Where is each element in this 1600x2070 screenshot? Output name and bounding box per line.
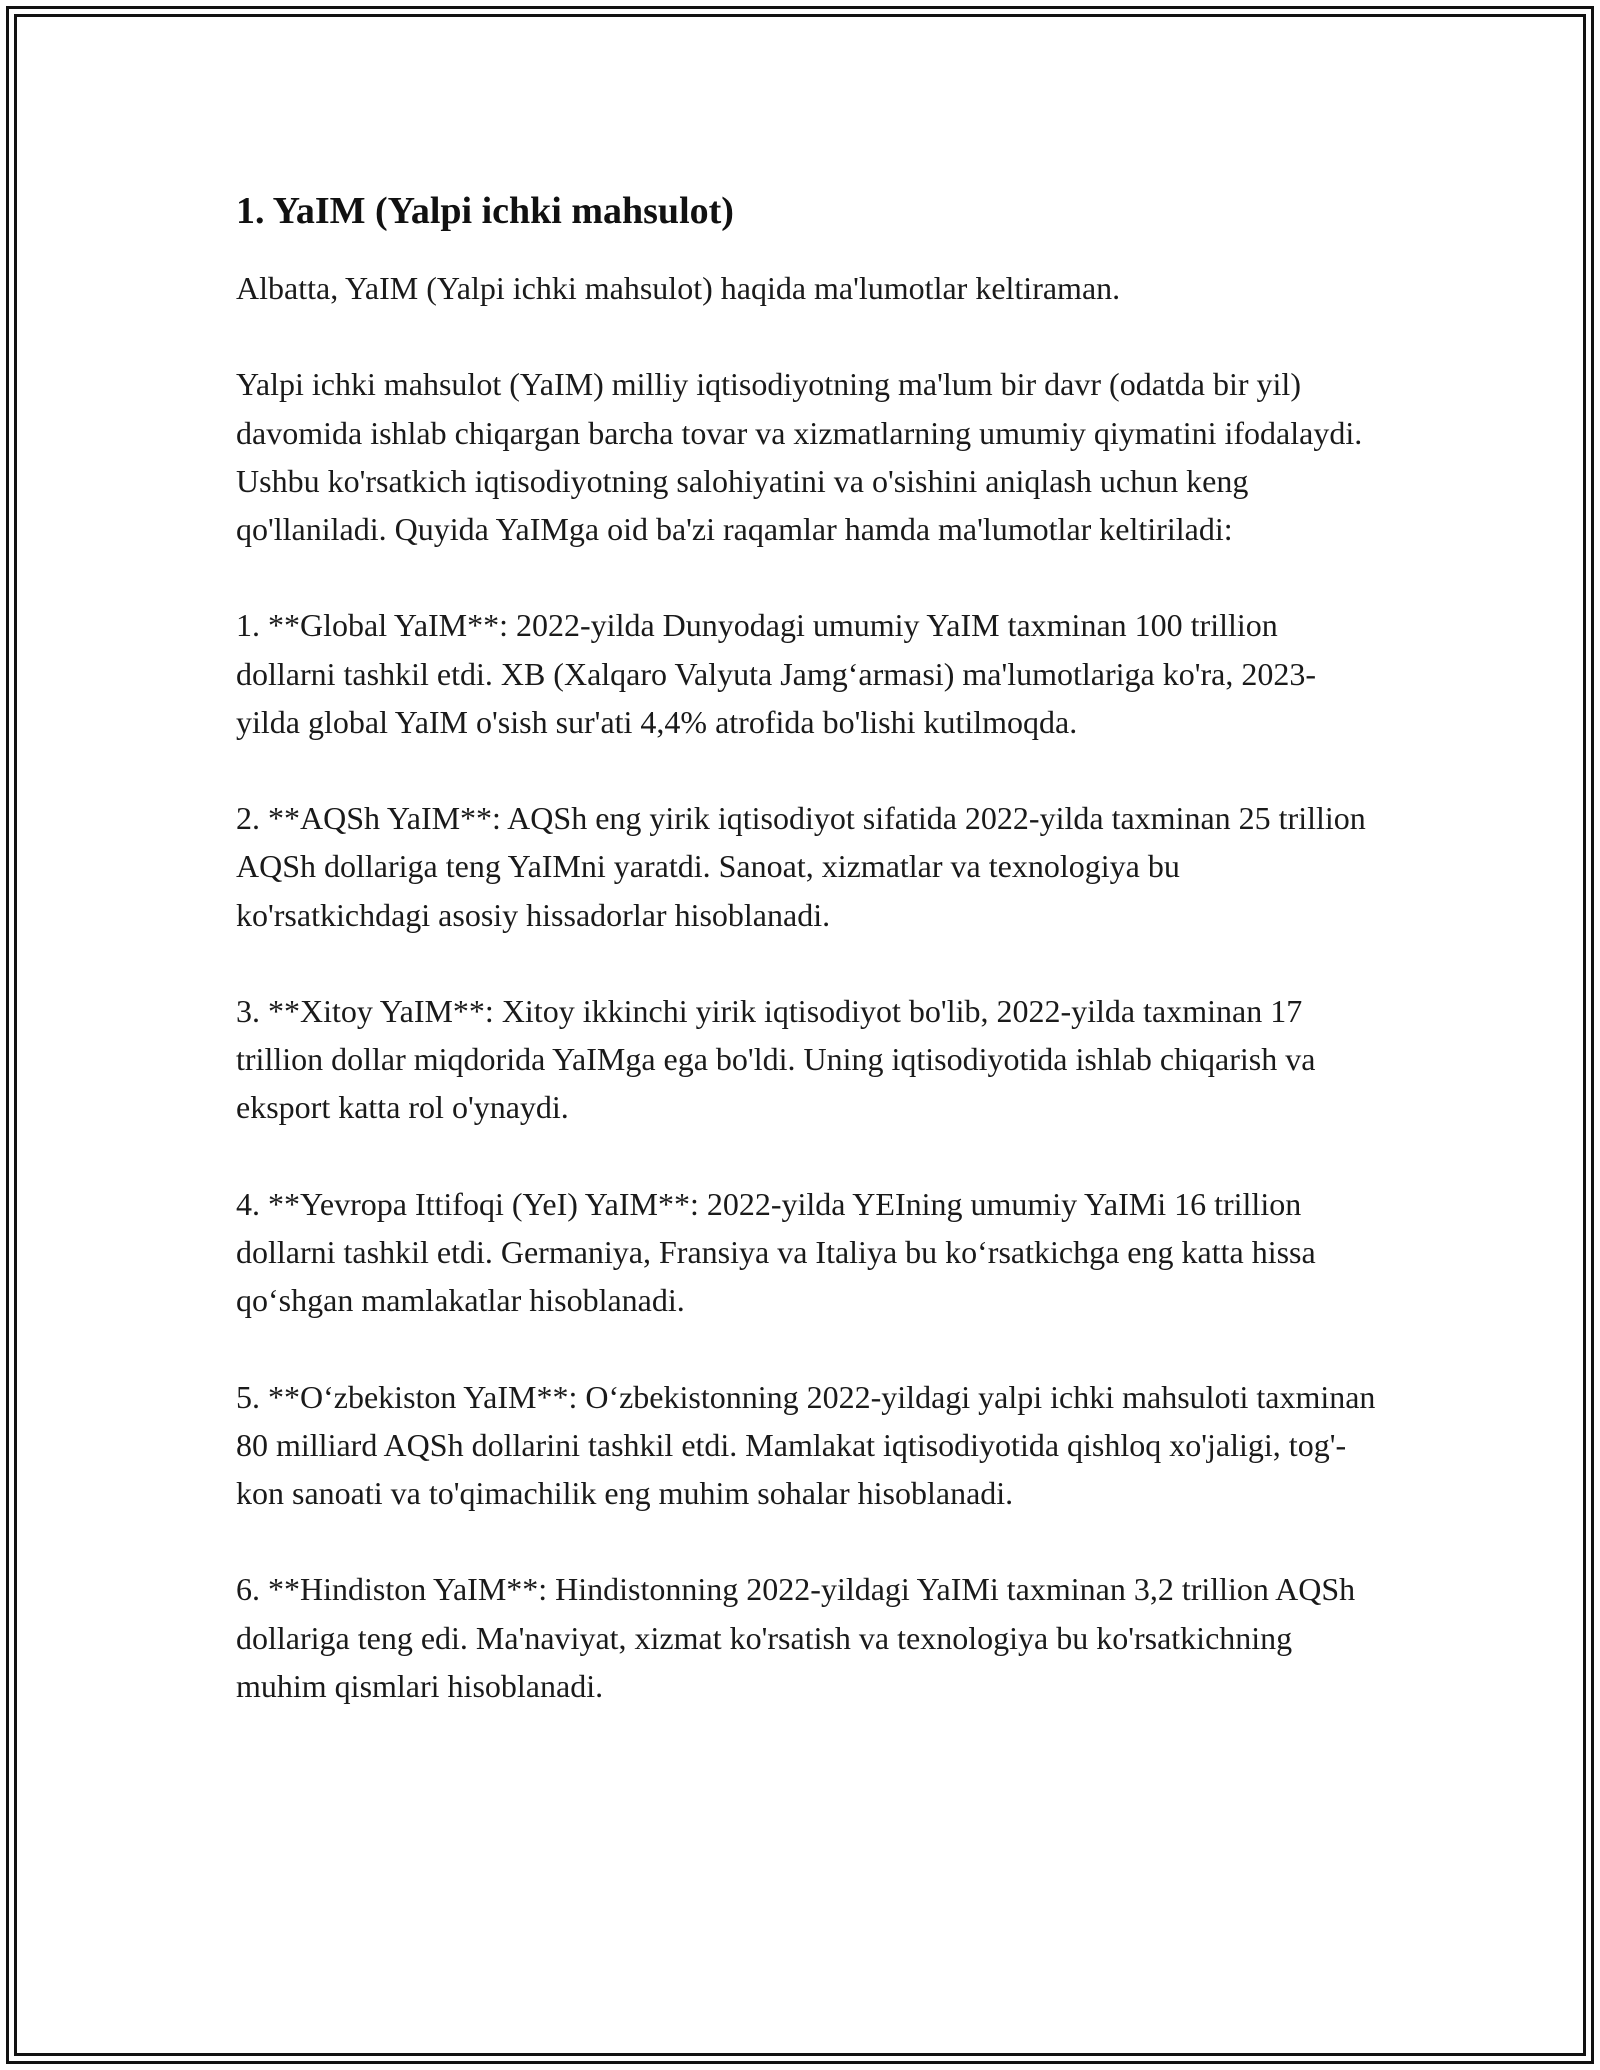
- list-item-china-gdp: 3. **Xitoy YaIM**: Xitoy ikkinchi yirik iqtisodiyot bo'lib, 2022-yilda taxminan 17 trillion dollar miqdorida YaIMga ega bo'ldi. Uning iqtisodiyotida ishlab chiqarish va eksport katta rol o'ynaydi.: [236, 992, 1316, 1126]
- list-item-uzbekistan-gdp: 5. **O‘zbekiston YaIM**: O‘zbekistonning 2022-yildagi yalpi ichki mahsuloti taxminan 80 milliard AQSh dollarini tashkil etdi. Mamlakat iqtisodiyotida qishloq xo'jaligi, tog'-kon sanoati va to'qimachilik eng muhim sohalar hisoblanadi.: [236, 1378, 1376, 1511]
- document-body: [236, 186, 1376, 1758]
- definition-paragraph: Yalpi ichki mahsulot (YaIM) milliy iqtisodiyotning ma'lum bir davr (odatda bir yil) davomida ishlab chiqargan barcha tovar va xizmatlarning umumiy qiymatini ifodalaydi. Ushbu ko'rsatkich iqtisodiyotning salohiyatini va o'sishini aniqlash uchun keng qo'llaniladi. Quyida YaIMga oid ba'zi raqamlar hamda ma'lumotlar keltiriladi:: [236, 366, 1363, 547]
- list-item-usa-gdp: 2. **AQSh YaIM**: AQSh eng yirik iqtisodiyot sifatida 2022-yilda taxminan 25 trillion AQSh dollariga teng YaIMni yaratdi. Sanoat, xizmatlar va texnologiya bu ko'rsatkichdagi asosiy hissadorlar hisoblanadi.: [236, 800, 1366, 933]
- intro-paragraph: Albatta, YaIM (Yalpi ichki mahsulot) haqida ma'lumotlar keltiraman.: [236, 270, 1121, 306]
- list-item-global-gdp: 1. **Global YaIM**: 2022-yilda Dunyodagi umumiy YaIM taxminan 100 trillion dollarni tashkil etdi. XB (Xalqaro Valyuta Jamg‘armasi) ma'lumotlariga ko'ra, 2023-yilda global YaIM o'sish sur'ati 4,4% atrofida bo'lishi kutilmoqda.: [236, 607, 1316, 740]
- page-title: 1. YaIM (Yalpi ichki mahsulot): [236, 190, 734, 232]
- list-item-eu-gdp: 4. **Yevropa Ittifoqi (YeI) YaIM**: 2022-yilda YEIning umumiy YaIMi 16 trillion dollarni tashkil etdi. Germaniya, Fransiya va Italiya bu ko‘rsatkichga eng katta hissa qo‘shgan mamlakatlar hisoblanadi.: [236, 1185, 1316, 1319]
- list-item-india-gdp: 6. **Hindiston YaIM**: Hindistonning 2022-yildagi YaIMi taxminan 3,2 trillion AQSh dollariga teng edi. Ma'naviyat, xizmat ko'rsatish va texnologiya bu ko'rsatkichning muhim qismlari hisoblanadi.: [236, 1571, 1356, 1704]
